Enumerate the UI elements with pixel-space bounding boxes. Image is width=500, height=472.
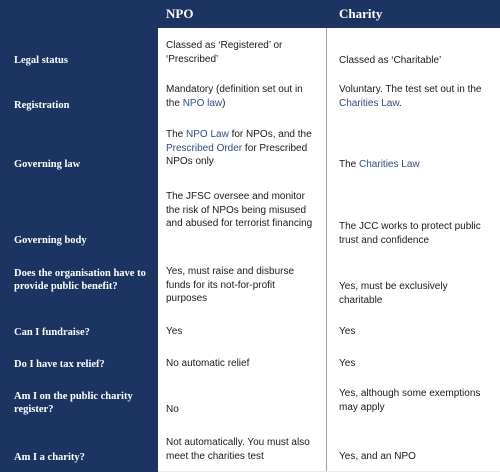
charity-cell [339, 158, 491, 172]
npo-text: Mandatory (definition set out in the [166, 84, 303, 109]
charity-text: The [339, 159, 360, 170]
charity-text: Voluntary. The test set out in the [339, 84, 482, 95]
npo-cell: No automatic relief [166, 358, 250, 369]
npo-cell: Yes, must raise and disburse funds for its not-for-profit purposes [166, 266, 295, 304]
header-npo: NPO [166, 6, 194, 21]
charities-law-link[interactable]: Charities Law [359, 159, 420, 170]
npo-text: for Prescribed NPOs only [166, 142, 308, 167]
npo-column-background [158, 0, 326, 472]
npo-text: for NPOs, and the [228, 129, 312, 140]
npo-cell: The JFSC oversee and monitor the risk of NPOs being misused and abused for terrorist financing [166, 191, 313, 229]
charity-cell: The JCC works to protect public trust and confidence [339, 221, 481, 246]
npo-text: ) [222, 97, 226, 109]
charities-law-link[interactable]: Charities Law [339, 97, 400, 109]
charity-cell: Yes [339, 358, 356, 369]
row-label: Do I have tax relief? [14, 359, 105, 370]
npo-cell: Classed as ‘Registered’ or ‘Prescribed’ [166, 40, 283, 65]
npo-cell: Not automatically. You must also meet the charities test [166, 437, 310, 462]
charity-cell: Yes, must be exclusively charitable [339, 281, 448, 306]
npo-text: The [166, 129, 187, 140]
charity-cell: Yes, and an NPO [339, 451, 416, 462]
npo-cell: Yes [166, 326, 183, 337]
header-charity: Charity [339, 6, 383, 21]
row-label: Am I on the public charity register? [14, 391, 133, 415]
row-label: Governing law [14, 159, 81, 170]
npo-cell [166, 83, 318, 110]
row-label: Am I a charity? [14, 452, 85, 463]
table-header [0, 0, 500, 28]
charity-cell: Yes, although some exemptions may apply [339, 388, 481, 413]
charity-cell: Classed as ‘Charitable’ [339, 55, 442, 66]
charity-text: . [399, 97, 402, 109]
row-label: Can I fundraise? [14, 327, 90, 338]
charity-cell: Yes [339, 326, 356, 337]
prescribed-order-link[interactable]: Prescribed Order [166, 142, 243, 154]
row-label: Legal status [14, 55, 68, 66]
npo-cell [166, 128, 318, 169]
npo-law-link[interactable]: NPO Law [186, 129, 229, 140]
npo-law-link[interactable]: NPO law [182, 97, 223, 109]
row-label: Registration [14, 100, 70, 111]
row-label: Does the organisation have to provide public benefit? [14, 268, 146, 292]
charity-cell [339, 83, 491, 110]
row-label: Governing body [14, 235, 87, 246]
npo-cell: No [166, 404, 179, 415]
